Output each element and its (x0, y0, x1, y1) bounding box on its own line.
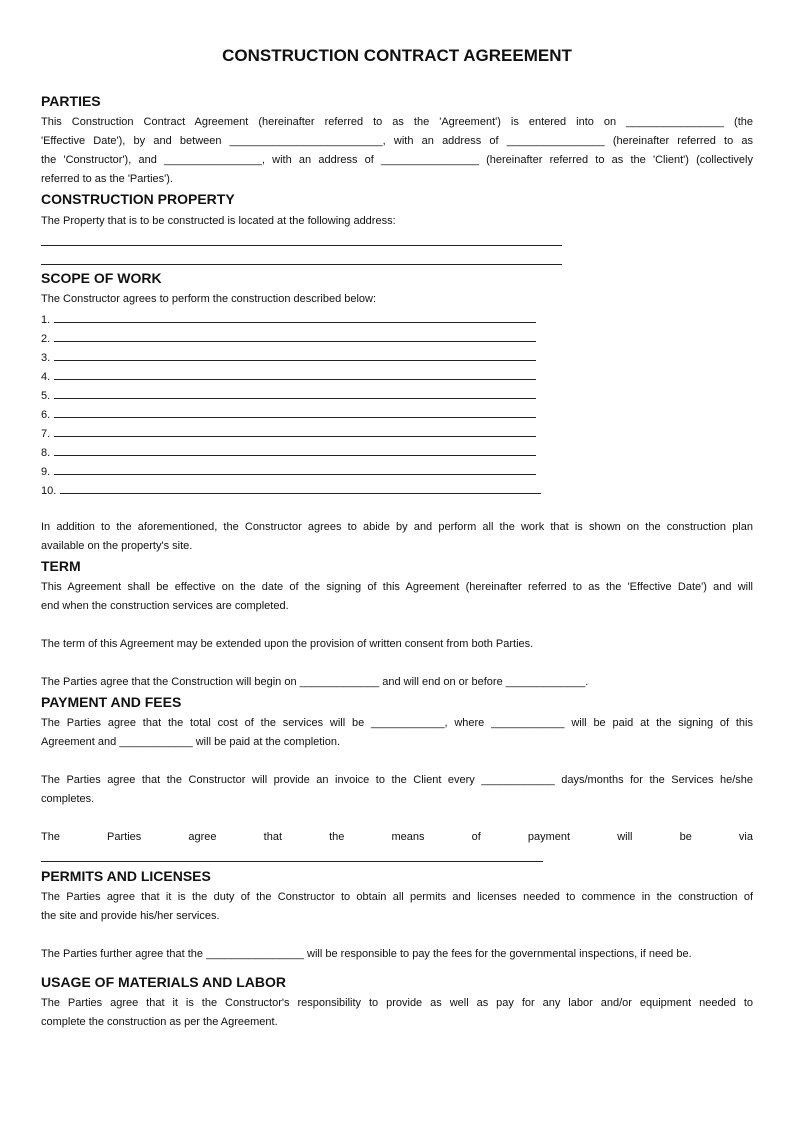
payment-means: The Parties agree that the means of payment will be via (41, 831, 753, 843)
heading-payment-and-fees: PAYMENT AND FEES (41, 694, 182, 710)
parties-line: This Construction Contract Agreement (hereinafter referred to as the 'Agreement') is entered into on ________________ (the (41, 116, 753, 128)
scope-item-number: 9. (41, 466, 51, 478)
scope-item-blank[interactable] (54, 312, 536, 323)
heading-parties: PARTIES (41, 93, 101, 109)
usage-paragraph: The Parties agree that it is the Constructor's responsibility to provide as well as pay for any labor and/or equipment needed to (41, 997, 753, 1009)
heading-scope-of-work: SCOPE OF WORK (41, 270, 162, 286)
scope-item-blank[interactable] (54, 464, 536, 475)
payment-paragraph: Agreement and ____________ will be paid at the completion. (41, 736, 341, 748)
scope-item-number: 7. (41, 428, 51, 440)
scope-item (41, 483, 541, 498)
address-blank-1[interactable] (41, 245, 562, 246)
scope-item (41, 426, 536, 441)
parties-line: referred to as the 'Parties'). (41, 173, 173, 185)
scope-item-number: 4. (41, 371, 51, 383)
scope-item-number: 6. (41, 409, 51, 421)
scope-item-blank[interactable] (54, 369, 536, 380)
scope-item-blank[interactable] (54, 445, 536, 456)
scope-item-number: 1. (41, 314, 51, 326)
document-title: CONSTRUCTION CONTRACT AGREEMENT (222, 46, 572, 65)
scope-text: The Constructor agrees to perform the construction described below: (41, 293, 377, 305)
invoice-paragraph: The Parties agree that the Constructor will provide an invoice to the Client every ____________ days/months for the Services he/she (41, 774, 753, 786)
scope-paragraph: available on the property's site. (41, 540, 193, 552)
scope-item-number: 10. (41, 485, 57, 497)
scope-item-blank[interactable] (54, 331, 536, 342)
permits-fees: The Parties further agree that the ________________ will be responsible to pay the fees for the governmental inspections, if need be. (41, 948, 692, 960)
scope-item (41, 407, 536, 422)
permits-paragraph: The Parties agree that it is the duty of the Constructor to obtain all permits and licenses needed to commence in the construction of (41, 891, 753, 903)
heading-usage-of-materials: USAGE OF MATERIALS AND LABOR (41, 974, 286, 990)
scope-item-number: 3. (41, 352, 51, 364)
property-text: The Property that is to be constructed is located at the following address: (41, 215, 396, 227)
address-blank-2[interactable] (41, 264, 562, 265)
scope-item (41, 331, 536, 346)
scope-item-number: 8. (41, 447, 51, 459)
term-extension: The term of this Agreement may be extended upon the provision of written consent from both Parties. (41, 638, 534, 650)
heading-permits-and-licenses: PERMITS AND LICENSES (41, 868, 211, 884)
parties-line: 'Effective Date'), by and between _________________________, with an address of ________________ (hereinafter referred to as (41, 135, 753, 147)
heading-term: TERM (41, 558, 81, 574)
scope-item-blank[interactable] (54, 407, 536, 418)
scope-item (41, 350, 536, 365)
scope-item (41, 464, 536, 479)
scope-item-number: 2. (41, 333, 51, 345)
invoice-paragraph: completes. (41, 793, 95, 805)
usage-paragraph: complete the construction as per the Agreement. (41, 1016, 278, 1028)
term-paragraph: end when the construction services are completed. (41, 600, 289, 612)
scope-item-blank[interactable] (54, 388, 536, 399)
permits-paragraph: the site and provide his/her services. (41, 910, 220, 922)
payment-means-blank[interactable] (41, 861, 543, 862)
heading-construction-property: CONSTRUCTION PROPERTY (41, 191, 235, 207)
scope-item (41, 369, 536, 384)
term-dates: The Parties agree that the Construction will begin on _____________ and will end on or before _____________. (41, 676, 589, 688)
scope-item-blank[interactable] (54, 350, 536, 361)
scope-item-blank[interactable] (54, 426, 536, 437)
scope-paragraph: In addition to the aforementioned, the Constructor agrees to abide by and perform all the work that is shown on the construction plan (41, 521, 753, 533)
scope-item (41, 445, 536, 460)
parties-line: the 'Constructor'), and ________________, with an address of ________________ (hereinafter referred to as the 'Client') (collectively (41, 154, 753, 166)
payment-paragraph: The Parties agree that the total cost of the services will be ____________, where ____________ will be paid at the signing of this (41, 717, 753, 729)
scope-item (41, 312, 536, 327)
scope-item-number: 5. (41, 390, 51, 402)
term-paragraph: This Agreement shall be effective on the date of the signing of this Agreement (hereinafter referred to as the 'Effective Date') and will (41, 581, 753, 593)
scope-item-blank[interactable] (60, 483, 541, 494)
scope-item (41, 388, 536, 403)
